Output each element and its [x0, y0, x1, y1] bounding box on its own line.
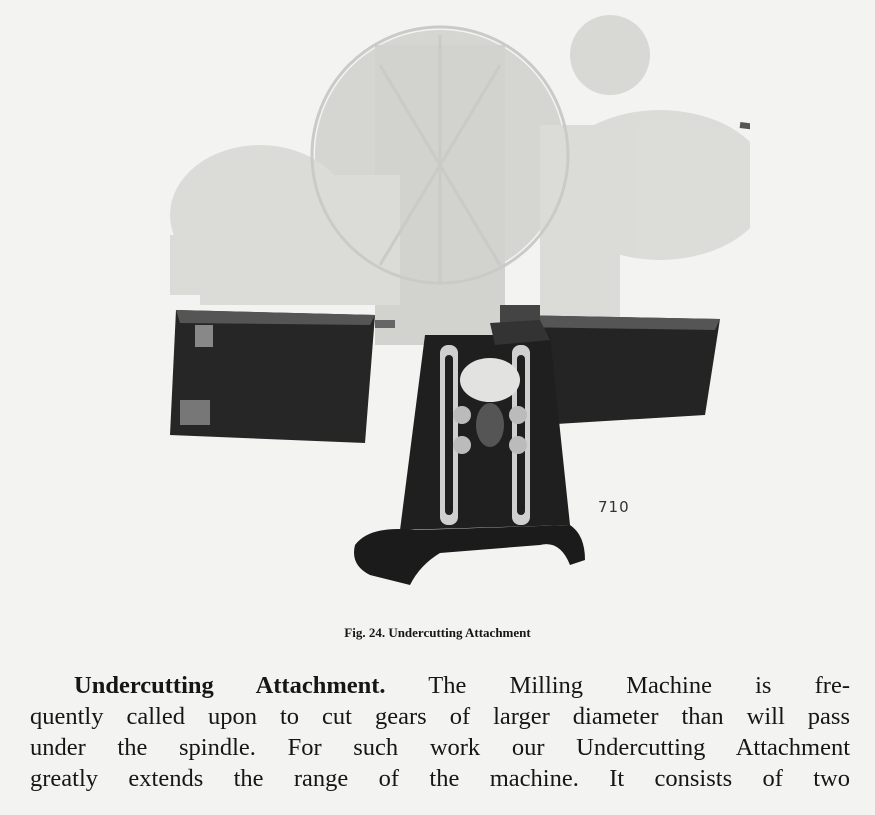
body-paragraph — [30, 670, 850, 794]
paragraph-line-1-rest: The Milling Machine is fre- — [428, 672, 850, 699]
paragraph-line-2: quently called upon to cut gears of larger diameter than will pass — [30, 703, 850, 730]
paragraph-line-1 — [30, 670, 850, 701]
background-machine — [170, 15, 750, 345]
plate-number: 710 — [598, 498, 630, 516]
left-table-arm — [170, 310, 395, 443]
machine-photo — [140, 5, 750, 615]
paragraph-line-4: greatly extends the range of the machine. It consists of two — [30, 765, 850, 792]
bracket-stand — [354, 320, 585, 585]
paragraph-lead: Undercutting Attachment. — [74, 672, 386, 699]
undercutting-attachment-illustration — [140, 5, 750, 615]
figure-caption: Fig. 24. Undercutting Attachment — [344, 625, 531, 640]
paragraph-line-3: under the spindle. For such work our Undercutting Attachment — [30, 734, 850, 761]
